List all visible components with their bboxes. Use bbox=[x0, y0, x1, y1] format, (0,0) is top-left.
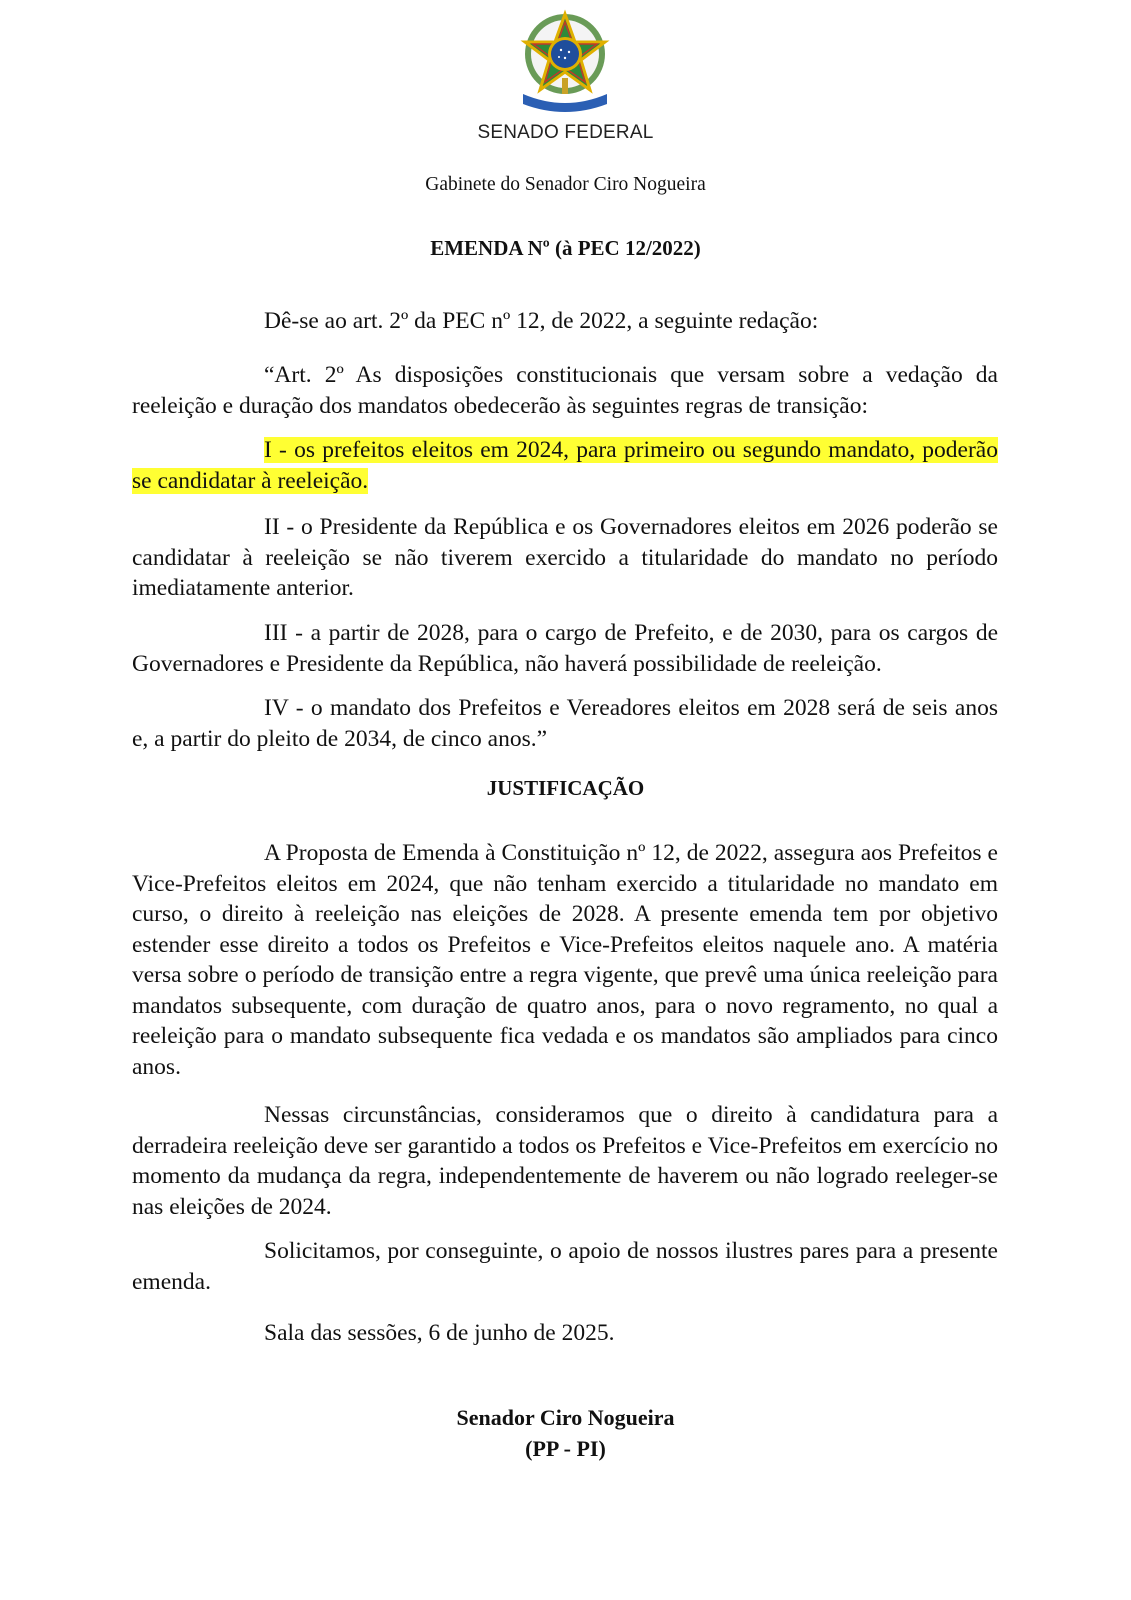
justification-paragraph-3 bbox=[132, 1236, 998, 1297]
signature-party: (PP - PI) bbox=[525, 1436, 606, 1461]
justification-text: Nessas circunstâncias, consideramos que o direito à candidatura para a derradeira reeleição deve ser garantido a todos os Prefeitos e Vice-Prefeitos em exercício no momento da mudança da regra, independentemente de haverem ou não logrado reeleger-se nas eleições de 2024. bbox=[132, 1102, 998, 1220]
justification-text: Solicitamos, por conseguinte, o apoio de nossos ilustres pares para a presente emenda. bbox=[132, 1238, 998, 1295]
highlighted-item-text: I - os prefeitos eleitos em 2024, para primeiro ou segundo mandato, poderão se candidatar à reeleição. bbox=[132, 437, 998, 494]
brazil-coat-of-arms-icon bbox=[515, 8, 615, 116]
place-date-text: Sala das sessões, 6 de junho de 2025. bbox=[264, 1320, 615, 1346]
article-item-4 bbox=[132, 693, 998, 754]
intro-text: Dê-se ao art. 2º da PEC nº 12, de 2022, a seguinte redação: bbox=[264, 308, 819, 334]
justification-paragraph-1 bbox=[132, 838, 998, 1082]
article-caput bbox=[132, 360, 998, 421]
article-item-text: II - o Presidente da República e os Governadores eleitos em 2026 poderão se candidatar à reeleição se não tiverem exercido a titularidade do mandato no período imediatamente anterior. bbox=[132, 514, 998, 601]
place-date bbox=[132, 1318, 998, 1349]
justification-text: A Proposta de Emenda à Constituição nº 12, de 2022, assegura aos Prefeitos e Vice-Prefeitos eleitos em 2024, que não tenham exercido a titularidade no mandato em curso, o direito à reeleição nas eleições de 2028. A presente emenda tem por objetivo estender esse direito a todos os Prefeitos e Vice-Prefeitos eleitos naquele ano. A matéria versa sobre o período de transição entre a regra vigente, que prevê uma única reeleição para mandatos subsequente, com duração de quatro anos, para o novo regramento, no qual a reeleição para o mandato subsequente fica vedada e os mandatos são ampliados para cinco anos. bbox=[132, 840, 998, 1080]
amendment-title: EMENDA Nº (à PEC 12/2022) bbox=[430, 236, 701, 260]
intro-paragraph bbox=[132, 306, 998, 337]
office-name: Gabinete do Senador Ciro Nogueira bbox=[425, 174, 706, 195]
justification-title: JUSTIFICAÇÃO bbox=[486, 776, 645, 800]
article-item-2 bbox=[132, 512, 998, 604]
justification-paragraph-2 bbox=[132, 1100, 998, 1222]
article-item-1 bbox=[132, 435, 998, 496]
article-item-3 bbox=[132, 618, 998, 679]
institution-name: SENADO FEDERAL bbox=[477, 122, 654, 143]
article-caput-text: “Art. 2º As disposições constitucionais que versam sobre a vedação da reeleição e duração dos mandatos obedecerão às seguintes regras de transição: bbox=[132, 362, 998, 419]
article-item-text: III - a partir de 2028, para o cargo de Prefeito, e de 2030, para os cargos de Governadores e Presidente da República, não haverá possibilidade de reeleição. bbox=[132, 620, 998, 677]
signature-name: Senador Ciro Nogueira bbox=[456, 1405, 675, 1430]
article-item-text: IV - o mandato dos Prefeitos e Vereadores eleitos em 2028 será de seis anos e, a partir do pleito de 2034, de cinco anos.” bbox=[132, 695, 998, 752]
